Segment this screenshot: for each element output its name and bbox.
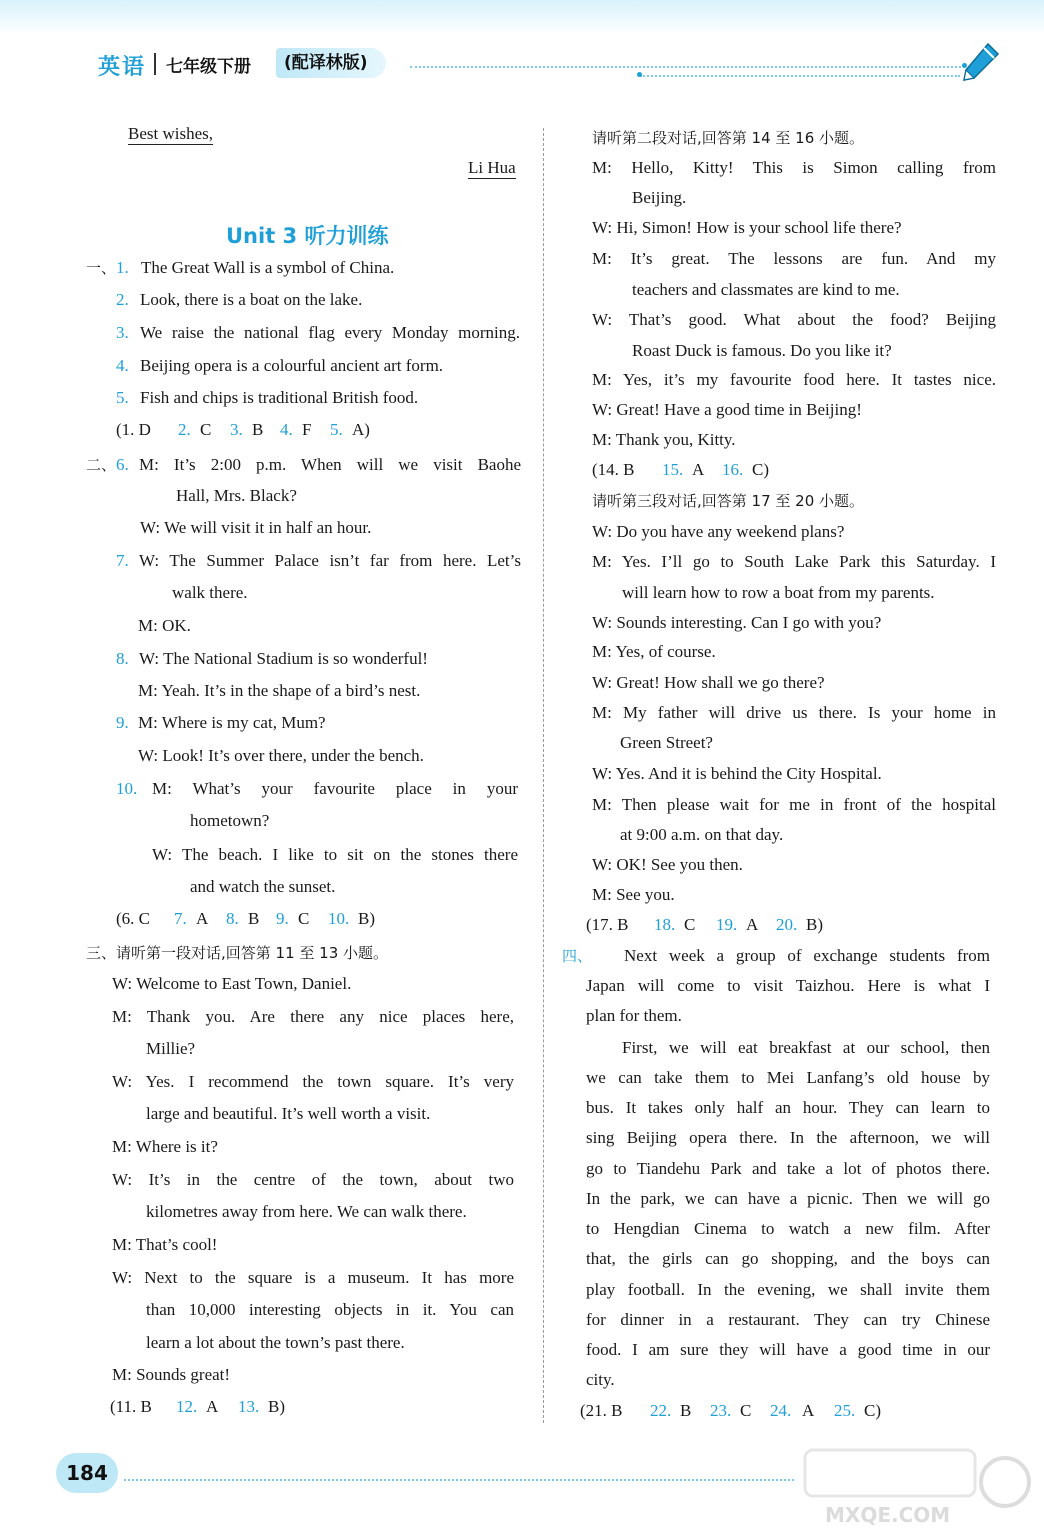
right-line: 18. [654, 915, 676, 934]
right-line: W: Hi, Simon! How is your school life there? [592, 218, 902, 237]
right-line: M: Yes. I’ll go to South Lake Park this Saturday. I [592, 552, 996, 571]
left-line: A [196, 909, 209, 928]
right-line: W: Great! How shall we go there? [592, 673, 825, 692]
left-line: C [298, 909, 310, 928]
right-line: that, the girls can go shopping, and the boys can [586, 1249, 990, 1268]
left-line: 3. [230, 420, 243, 439]
unit-title: Unit 3 听力训练 [226, 224, 389, 248]
left-line: than 10,000 interesting objects in it. You can [146, 1300, 514, 1319]
left-line: and watch the sunset. [190, 877, 336, 896]
right-line: 20. [776, 915, 798, 934]
left-line: W: Yes. I recommend the town square. It’s very [112, 1072, 514, 1091]
left-line: W: Next to the square is a museum. It has more [112, 1268, 514, 1287]
left-line: kilometres away from here. We can walk there. [146, 1202, 467, 1221]
left-line: M: That’s cool! [112, 1235, 218, 1254]
left-line: 9. [276, 909, 289, 928]
left-line: The Great Wall is a symbol of China. [141, 258, 395, 277]
left-line: 3. [116, 323, 129, 342]
left-line: W: Look! It’s over there, under the bench. [138, 746, 424, 765]
left-line: 三、请听第一段对话,回答第 11 至 13 小题。 [86, 944, 389, 962]
right-line: C [740, 1401, 752, 1420]
left-line: C [200, 420, 212, 439]
left-line: (11. B [110, 1397, 152, 1416]
right-line: 四、 [562, 947, 593, 965]
right-line: Green Street? [620, 733, 713, 752]
left-line: 2. [178, 420, 191, 439]
left-line: 二、 [86, 456, 117, 474]
right-line: M: Hello, Kitty! This is Simon calling from [592, 158, 996, 177]
header-dotted-line [410, 66, 965, 68]
right-line: 15. [662, 460, 684, 479]
right-line: (14. B [592, 460, 635, 479]
left-line: M: Where is my cat, Mum? [138, 713, 326, 732]
left-line: M: OK. [138, 616, 191, 635]
left-line: B [252, 420, 264, 439]
left-line: 5. [116, 388, 129, 407]
header-grade: 七年级下册 [166, 57, 251, 77]
right-line: play football. In the evening, we shall invite them [586, 1280, 990, 1299]
left-line: 7. [174, 909, 187, 928]
left-line: 7. [116, 551, 129, 570]
right-line: at 9:00 a.m. on that day. [620, 825, 784, 844]
right-line: A [802, 1401, 815, 1420]
underlined-text: Li Hua [468, 158, 516, 177]
right-line: B) [806, 915, 823, 934]
right-line: W: Sounds interesting. Can I go with you? [592, 613, 882, 632]
left-line: A) [352, 420, 370, 439]
right-line: M: Yes, of course. [592, 642, 716, 661]
right-line: W: That’s good. What about the food? Beijing [592, 310, 996, 329]
header-dot [637, 72, 642, 77]
right-line: B [680, 1401, 692, 1420]
left-line: M: It’s 2:00 p.m. When will we visit Baohe [139, 455, 521, 474]
left-line: Fish and chips is traditional British food. [140, 388, 419, 407]
right-line: 请听第三段对话,回答第 17 至 20 小题。 [592, 492, 865, 510]
right-line: go to Tiandehu Park and take a lot of photos there. [586, 1159, 990, 1178]
header-separator [154, 53, 156, 75]
right-line: C) [752, 460, 769, 479]
left-line: Millie? [146, 1039, 196, 1058]
right-line: W: OK! See you then. [592, 855, 743, 874]
header-subject: 英语 [98, 55, 147, 80]
right-line: M: My father will drive us there. Is your home in [592, 703, 996, 722]
left-line: 8. [226, 909, 239, 928]
right-line: bus. It takes only half an hour. They can learn to [586, 1098, 990, 1117]
left-line: 12. [176, 1397, 198, 1416]
left-line: (6. C [116, 909, 150, 928]
right-line: A [746, 915, 759, 934]
left-line: (1. D [116, 420, 151, 439]
left-line [128, 124, 213, 144]
footer-dotted-line [124, 1479, 794, 1481]
header-edition: (配译林版) [276, 48, 386, 78]
right-line: C) [864, 1401, 881, 1420]
left-line: 13. [238, 1397, 260, 1416]
right-line: C [684, 915, 696, 934]
right-line: we can take them to Mei Lanfang’s old house by [586, 1068, 990, 1087]
left-line: 10. [116, 779, 138, 798]
right-line: M: Then please wait for me in front of the hospital [592, 795, 996, 814]
right-line: will learn how to row a boat from my parents. [622, 583, 935, 602]
right-line: W: Yes. And it is behind the City Hospital. [592, 764, 882, 783]
top-band [0, 0, 1044, 34]
left-line: 一、 [86, 259, 117, 277]
right-line: 22. [650, 1401, 672, 1420]
right-line: 25. [834, 1401, 856, 1420]
left-line: M: Sounds great! [112, 1365, 231, 1384]
left-line: B [248, 909, 260, 928]
right-line: to Hengdian Cinema to watch a new film. After [586, 1219, 990, 1238]
pen-icon [958, 40, 1002, 84]
left-line: 4. [280, 420, 293, 439]
left-line: W: It’s in the centre of the town, about two [112, 1170, 514, 1189]
right-line: W: Great! Have a good time in Beijing! [592, 400, 862, 419]
left-line: 1. [116, 258, 129, 277]
right-line: sing Beijing opera there. In the afternoon, we will [586, 1128, 990, 1147]
left-line: 8. [116, 649, 129, 668]
left-line: 2. [116, 290, 129, 309]
left-line: M: What’s your favourite place in your [152, 779, 518, 798]
left-line [468, 158, 516, 178]
left-line: W: Welcome to East Town, Daniel. [112, 974, 352, 993]
right-line: M: It’s great. The lessons are fun. And my [592, 249, 996, 268]
left-line: W: We will visit it in half an hour. [140, 518, 372, 537]
column-divider [543, 128, 544, 1423]
page-number: 184 [56, 1453, 118, 1493]
left-line: B) [358, 909, 375, 928]
right-line: 请听第二段对话,回答第 14 至 16 小题。 [592, 129, 865, 147]
left-line: F [302, 420, 312, 439]
watermark-logo [795, 1440, 1035, 1530]
watermark-text: MXQE.COM [825, 1503, 951, 1527]
left-line: Beijing opera is a colourful ancient art form. [140, 356, 444, 375]
right-line: plan for them. [586, 1006, 682, 1025]
right-line: In the park, we can have a picnic. Then we will go [586, 1189, 990, 1208]
left-line: M: Yeah. It’s in the shape of a bird’s nest. [138, 681, 421, 700]
right-line: Next week a group of exchange students from [624, 946, 990, 965]
right-line: for dinner in a restaurant. They can try Chinese [586, 1310, 990, 1329]
right-line: (17. B [586, 915, 629, 934]
right-line: food. I am sure they will have a good time in our [586, 1340, 990, 1359]
left-line: 4. [116, 356, 129, 375]
left-line: 10. [328, 909, 350, 928]
right-line: 24. [770, 1401, 792, 1420]
left-line: 6. [116, 455, 129, 474]
left-line: We raise the national flag every Monday morning. [140, 323, 520, 342]
right-line: First, we will eat breakfast at our school, then [622, 1038, 990, 1057]
left-line: M: Where is it? [112, 1137, 218, 1156]
right-line: city. [586, 1370, 615, 1389]
left-line: W: The National Stadium is so wonderful! [139, 649, 428, 668]
left-line: 5. [330, 420, 343, 439]
left-line: W: The beach. I like to sit on the stones there [152, 845, 518, 864]
right-line: 23. [710, 1401, 732, 1420]
underlined-text: Best wishes, [128, 124, 213, 143]
right-line: W: Do you have any weekend plans? [592, 522, 845, 541]
right-line: Roast Duck is famous. Do you like it? [632, 341, 892, 360]
right-line: M: See you. [592, 885, 675, 904]
header-dotted-line-lower [640, 75, 960, 77]
left-line: B) [268, 1397, 285, 1416]
left-line: large and beautiful. It’s well worth a visit. [146, 1104, 431, 1123]
left-line: Look, there is a boat on the lake. [140, 290, 363, 309]
right-line: M: Yes, it’s my favourite food here. It tastes nice. [592, 370, 996, 389]
left-line: A [206, 1397, 219, 1416]
right-line: A [692, 460, 705, 479]
left-line: 9. [116, 713, 129, 732]
right-line: M: Thank you, Kitty. [592, 430, 736, 449]
left-line: W: The Summer Palace isn’t far from here. Let’s [139, 551, 521, 570]
left-line: hometown? [190, 811, 270, 830]
right-line: teachers and classmates are kind to me. [632, 280, 900, 299]
right-line: Beijing. [632, 188, 687, 207]
right-line: 16. [722, 460, 744, 479]
left-line: Hall, Mrs. Black? [176, 486, 297, 505]
left-line: walk there. [172, 583, 248, 602]
left-line: learn a lot about the town’s past there. [146, 1333, 405, 1352]
right-line: (21. B [580, 1401, 623, 1420]
right-line: Japan will come to visit Taizhou. Here is what I [586, 976, 990, 995]
left-line: M: Thank you. Are there any nice places here, [112, 1007, 514, 1026]
right-line: 19. [716, 915, 738, 934]
